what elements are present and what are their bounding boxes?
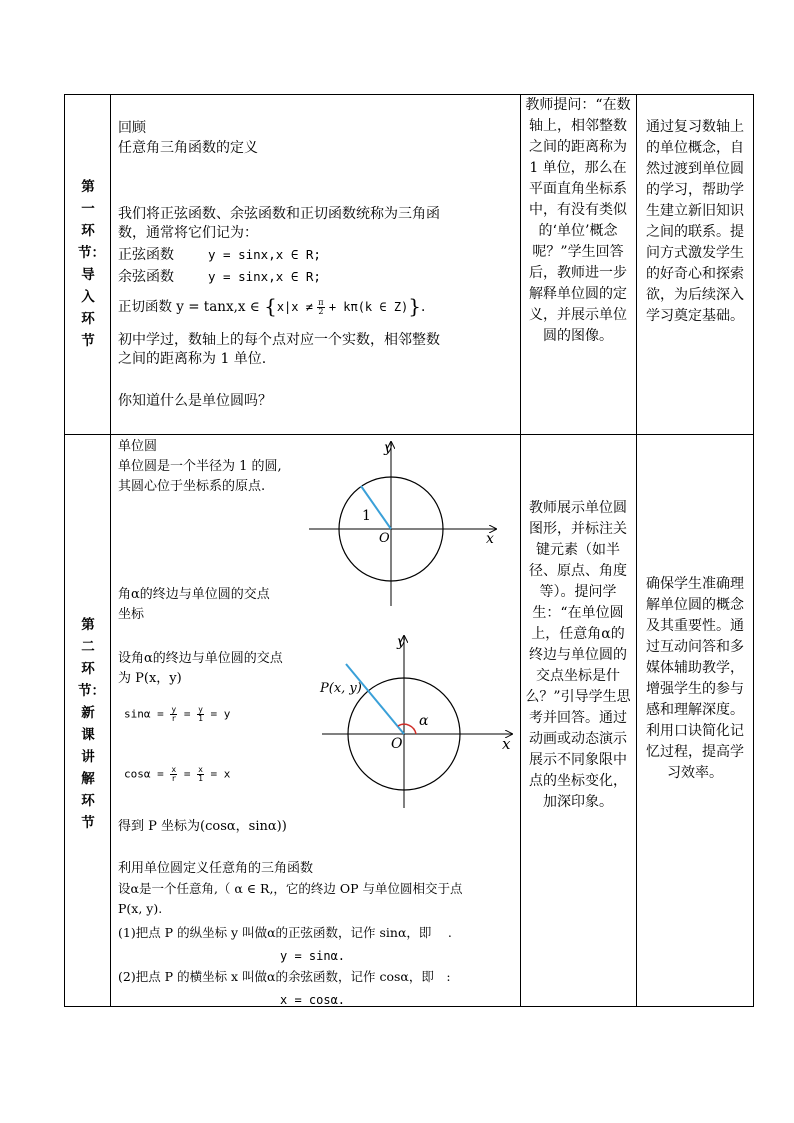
table-border-left — [64, 94, 65, 1007]
lesson-table — [64, 94, 754, 1007]
let-alpha-text: 设α是一个任意角,（ α ∈ R,，它的终边 OP 与单位圆相交于点 — [118, 881, 463, 896]
result-coordinates: 得到 P 坐标为(cosα，sinα)) — [118, 819, 287, 834]
origin-label: O — [391, 736, 403, 752]
section-label-lecture: 第二环节：新课讲解环节 — [78, 617, 105, 831]
definition-title: 任意角三角函数的定义 — [118, 140, 258, 156]
brace-open: { — [264, 294, 277, 318]
column-divider — [110, 94, 111, 1007]
sin-function-label: 正弦函数 — [118, 247, 174, 263]
paragraph-line: 我们将正弦函数、余弦函数和正切函数统称为三角函 — [118, 206, 440, 222]
cosine-derivation: cosα = $\frac{x}{r}$ = $\frac{x}{1}$ = x — [124, 765, 231, 783]
origin-label: O — [379, 531, 390, 546]
paragraph-line: 之间的距离称为 1 单位. — [118, 351, 267, 367]
unit-circle-title: 单位圆 — [118, 439, 158, 454]
paragraph-line: 数，通常将它们记为： — [118, 225, 258, 241]
let-alpha-text: P(x, y). — [118, 901, 163, 916]
radius-label: 1 — [362, 508, 371, 524]
sine-definition-item: (1)把点 P 的纵坐标 y 叫做α的正弦函数，记作 sinα，即 . — [118, 925, 452, 940]
use-unit-circle-title: 利用单位圆定义任意角的三角函数 — [118, 861, 314, 876]
design-purpose-intro: 通过复习数轴上的单位概念，自然过渡到单位圆的学习，帮助学生建立新旧知识之间的联系。提问方式激发学生的好奇心和探索欲，为后续深入学习奠定基础。 — [646, 119, 744, 324]
let-angle-text: 设角α的终边与单位圆的交点 — [118, 651, 283, 666]
table-border-right — [753, 94, 754, 1007]
terminal-side — [346, 664, 404, 734]
unit-circle-definition: 其圆心位于坐标系的原点. — [118, 479, 266, 494]
cosine-definition-item: (2)把点 P 的横坐标 x 叫做α的余弦函数，记作 cosα，即 : — [118, 969, 451, 984]
x-axis-label: x — [486, 531, 494, 547]
x-axis-label: x — [502, 735, 511, 753]
tan-prefix: 正切函数 y = tanx,x ∈ — [118, 299, 260, 315]
sine-formula: y = sinα. — [280, 949, 346, 963]
brace-close: } — [408, 294, 422, 318]
design-purpose-lecture: 确保学生准确理解单位圆的概念及其重要性。通过互动问答和多媒体辅助教学，增强学生的参与感和理解深度。利用口诀简化记忆过程，提高学习效率。 — [646, 576, 744, 781]
unit-circle-definition: 单位圆是一个半径为 1 的圆, — [118, 459, 282, 474]
tan-set-a: x|x ≠ — [276, 300, 313, 314]
intersection-title: 角α的终边与单位圆的交点 — [118, 587, 270, 602]
cos-function-label: 余弦函数 — [118, 269, 174, 285]
teacher-activity-lecture: 教师展示单位圆图形，并标注关键元素（如半径、原点、角度等）。提问学生：“在单位圆上，任意角α的终边与单位圆的交点坐标是什么？”引导学生思考并回答。通过动画或动态演示展示不同象限中点的坐标变化，加深印象。 — [525, 500, 631, 810]
review-heading: 回顾 — [118, 120, 146, 136]
y-axis-label: y — [397, 634, 405, 650]
cos-function-formula: y = sinx,x ∈ R; — [208, 269, 321, 284]
intersection-title: 坐标 — [118, 607, 145, 622]
y-axis-label: y — [384, 440, 392, 456]
sin-function-formula: y = sinx,x ∈ R; — [208, 247, 321, 262]
cosine-formula: x = cosα. — [280, 993, 346, 1007]
alpha-label: α — [419, 713, 429, 729]
point-p-label: P(x, y) — [320, 681, 362, 696]
unit-circle-figure — [304, 438, 504, 608]
pi-over-two-fraction: $\frac{\pi}{2}$ — [318, 298, 324, 316]
tan-set-b: + kπ(k ∈ Z) — [328, 300, 409, 314]
let-angle-text: 为 P(x，y) — [118, 671, 182, 686]
angle-alpha-figure — [318, 632, 518, 810]
table-border-top — [64, 94, 754, 95]
column-divider — [636, 94, 637, 1007]
sine-derivation: sinα = $\frac{y}{r}$ = $\frac{y}{1}$ = y — [124, 705, 231, 723]
teacher-activity-intro: 教师提问：“在数轴上，相邻整数之间的距离称为 1 单位，那么在平面直角坐标系中，有没有类似的‘单位’概念呢？”学生回答后，教师进一步解释单位圆的定义，并展示单位圆的图像。 — [525, 97, 631, 344]
row-divider — [64, 434, 754, 435]
column-divider — [520, 94, 521, 1007]
table-border-bottom — [64, 1006, 754, 1007]
unit-circle-question: 你知道什么是单位圆吗？ — [118, 393, 272, 409]
paragraph-line: 初中学过，数轴上的每个点对应一个实数，相邻整数 — [118, 332, 440, 348]
tan-function-line — [118, 294, 426, 318]
tan-end: . — [421, 299, 426, 315]
section-label-intro: 第一环节：导入环节 — [78, 179, 105, 349]
